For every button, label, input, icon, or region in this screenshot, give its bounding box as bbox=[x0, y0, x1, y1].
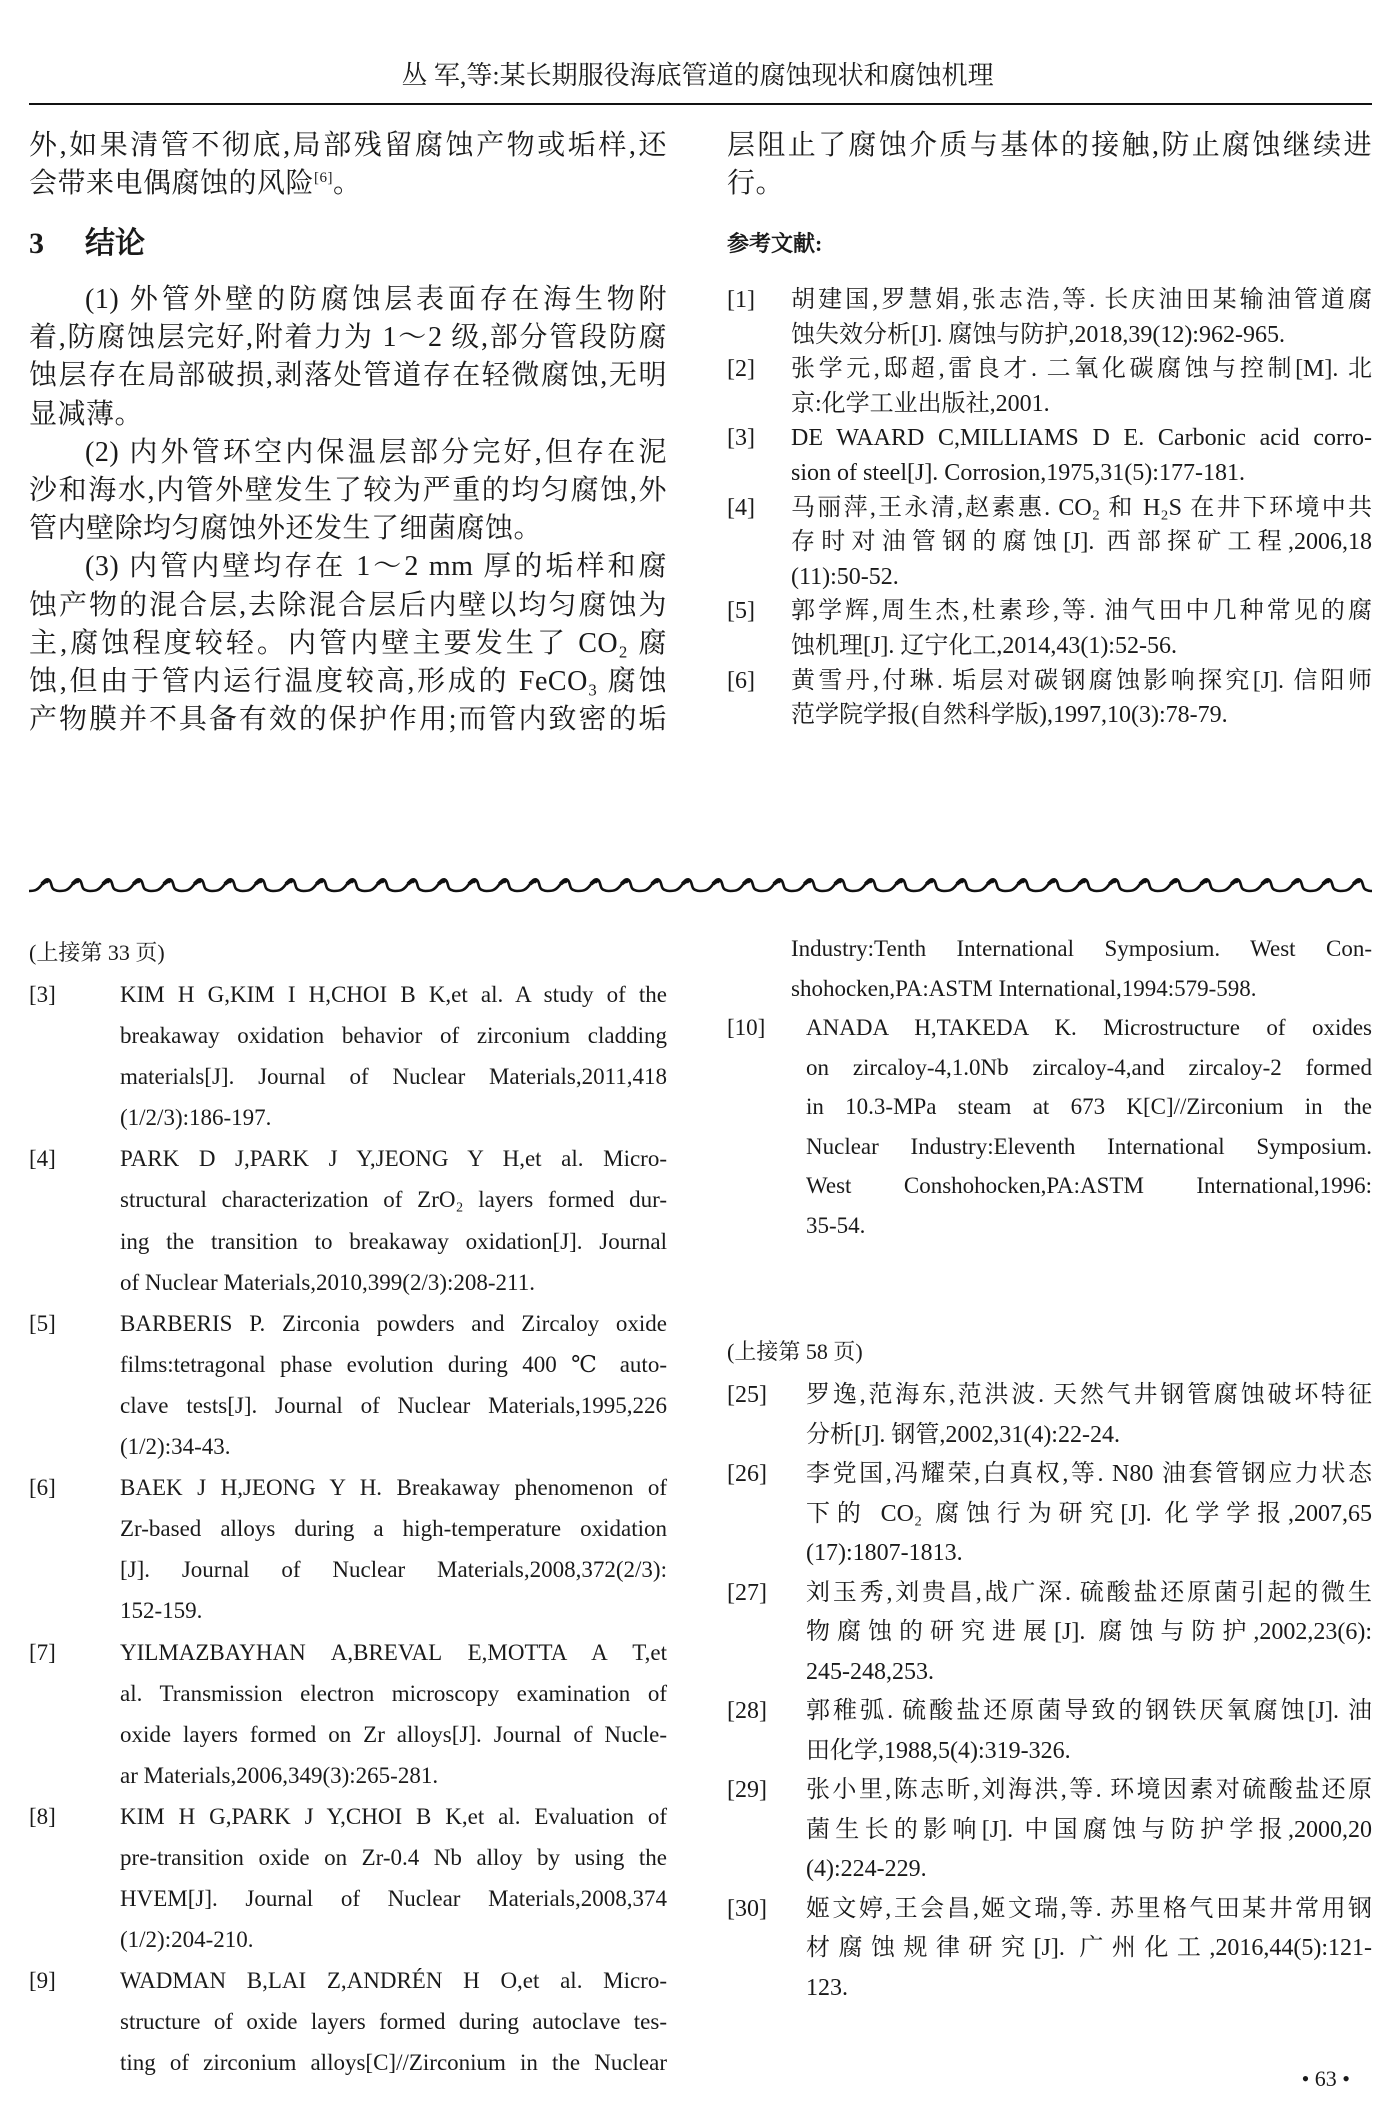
text-line: (3) 内管内壁均存在 1～2 mm 厚的垢样和腐 bbox=[85, 551, 667, 583]
section-heading bbox=[29, 225, 145, 263]
references-list bbox=[727, 1008, 1372, 1245]
text-line: 张小里,陈志昕,刘海洪,等. 环境因素对硫酸盐还原 bbox=[806, 1777, 1372, 1803]
reference-text bbox=[791, 491, 1372, 595]
reference-label: [3] bbox=[727, 425, 755, 452]
reference-text bbox=[791, 594, 1372, 663]
references-list bbox=[727, 1376, 1372, 2008]
text-line: oxide layers formed on Zr alloys[J]. Journal of Nucle- bbox=[120, 1721, 667, 1747]
text-line: [J]. Journal of Nuclear Materials,2008,372(2/3): bbox=[120, 1557, 667, 1583]
text-line: BARBERIS P. Zirconia powders and Zircaloy oxide bbox=[120, 1310, 667, 1336]
header-rule bbox=[29, 103, 1372, 105]
text-line: 京:化学工业出版社,2001. bbox=[791, 390, 1050, 417]
reference-text bbox=[120, 974, 667, 1138]
text-line: on zircaloy-4,1.0Nb zircaloy-4,and zircaloy-2 formed bbox=[806, 1054, 1372, 1080]
text-line: 范学院学报(自然科学版),1997,10(3):78-79. bbox=[791, 702, 1228, 729]
text-line: (2) 内外管环空内保温层部分完好,但存在泥 bbox=[85, 436, 667, 468]
reference-item bbox=[727, 1890, 1372, 2009]
reference-text bbox=[806, 1376, 1372, 1455]
reference-text bbox=[791, 283, 1372, 352]
reference-text bbox=[120, 1960, 667, 2083]
reference-label: [1] bbox=[727, 287, 755, 313]
references-list bbox=[29, 974, 667, 2084]
reference-text bbox=[120, 1303, 667, 1467]
text-line: 层阻止了腐蚀介质与基体的接触,防止腐蚀继续进 bbox=[727, 130, 1372, 161]
text-line: 张学元,邸超,雷良才. 二氧化碳腐蚀与控制[M]. 北 bbox=[791, 356, 1372, 383]
text-line: Nuclear Industry:Eleventh International Symposium. bbox=[806, 1133, 1372, 1159]
references-list bbox=[727, 283, 1372, 733]
reference-label: [3] bbox=[29, 982, 56, 1007]
section-number: 3 bbox=[29, 227, 44, 260]
reference-label: [6] bbox=[29, 1475, 56, 1501]
reference-label: [28] bbox=[727, 1698, 767, 1724]
text-line: al. Transmission electron microscopy examination of bbox=[120, 1680, 667, 1706]
text-line: ANADA H,TAKEDA K. Microstructure of oxides bbox=[806, 1015, 1372, 1040]
text-line: 产物膜并不具备有效的保护作用;而管内致密的垢 bbox=[29, 704, 667, 736]
reference-text bbox=[806, 1771, 1372, 1890]
reference-item bbox=[727, 594, 1372, 663]
reference-label: [7] bbox=[29, 1639, 56, 1665]
text-line: KIM H G,KIM I H,CHOI B K,et al. A study of the bbox=[120, 982, 667, 1007]
reference-item bbox=[29, 1796, 667, 1960]
reference-label: [29] bbox=[727, 1777, 767, 1803]
reference-text bbox=[120, 1632, 667, 1796]
text-line: 胡建国,罗慧娟,张志浩,等. 长庆油田某输油管道腐 bbox=[791, 287, 1372, 313]
text-line: PARK D J,PARK J Y,JEONG Y H,et al. Micro- bbox=[120, 1146, 667, 1172]
text-line: 管内壁除均匀腐蚀外还发生了细菌腐蚀。 bbox=[29, 513, 543, 545]
text-line: 蚀层存在局部破损,剥落处管道存在轻微腐蚀,无明 bbox=[29, 360, 667, 392]
reference-item bbox=[727, 421, 1372, 490]
reference-text bbox=[120, 1138, 667, 1302]
reference-label: [26] bbox=[727, 1461, 767, 1487]
text-line: in 10.3-MPa steam at 673 K[C]//Zirconium in the bbox=[806, 1094, 1372, 1119]
text-line: (4):224-229. bbox=[806, 1856, 927, 1882]
text-line: ing the transition to breakaway oxidation[J]. Journal bbox=[120, 1228, 667, 1254]
reference-text bbox=[791, 421, 1372, 490]
text-line: clave tests[J]. Journal of Nuclear Materials,1995,226 bbox=[120, 1392, 667, 1418]
text-line: 刘玉秀,刘贵昌,战广深. 硫酸盐还原菌引起的微生 bbox=[806, 1579, 1372, 1606]
text-line: 材腐蚀规律研究[J]. 广州化工,2016,44(5):121- bbox=[806, 1935, 1372, 1961]
text-line: 田化学,1988,5(4):319-326. bbox=[806, 1737, 1071, 1764]
text-line: 152-159. bbox=[120, 1598, 203, 1624]
text-line bbox=[29, 165, 667, 203]
text-line: 分析[J]. 钢管,2002,31(4):22-24. bbox=[806, 1421, 1120, 1448]
text-line: 显减薄。 bbox=[29, 398, 144, 430]
reference-text bbox=[806, 1574, 1372, 1693]
section-title: 结论 bbox=[85, 227, 145, 260]
text-line: 下的 CO₂ 腐蚀行为研究[J]. 化学学报,2007,65 bbox=[806, 1500, 1372, 1527]
reference-label: [5] bbox=[29, 1310, 56, 1336]
reference-item bbox=[29, 974, 667, 1138]
reference-text bbox=[806, 1692, 1372, 1771]
citation-link[interactable]: [6] bbox=[314, 170, 334, 187]
reference-label: [27] bbox=[727, 1579, 767, 1606]
reference-label: [30] bbox=[727, 1895, 767, 1922]
reference-item bbox=[727, 1455, 1372, 1574]
text-line: 郭稚弧. 硫酸盐还原菌导致的钢铁厌氧腐蚀[J]. 油 bbox=[806, 1698, 1372, 1724]
text-line: pre-transition oxide on Zr-0.4 Nb alloy by using the bbox=[120, 1844, 667, 1870]
text-line: HVEM[J]. Journal of Nuclear Materials,2008,374 bbox=[120, 1886, 667, 1912]
reference-text bbox=[791, 664, 1372, 733]
reference-label: [5] bbox=[727, 598, 755, 625]
reference-text bbox=[806, 1890, 1372, 2009]
text-line: 李党国,冯耀荣,白真权,等. N80 油套管钢应力状态 bbox=[806, 1461, 1372, 1487]
text-line: 郭学辉,周生杰,杜素珍,等. 油气田中几种常见的腐 bbox=[791, 598, 1372, 625]
text-line: West Conshohocken,PA:ASTM International,1996: bbox=[806, 1173, 1372, 1198]
reference-label: [6] bbox=[727, 667, 755, 694]
text-line: (1/2/3):186-197. bbox=[120, 1105, 272, 1131]
paragraph bbox=[29, 548, 667, 739]
reference-label: [8] bbox=[29, 1803, 56, 1829]
text-line: (1/2):34-43. bbox=[120, 1434, 231, 1460]
text-line: 245-248,253. bbox=[806, 1658, 934, 1685]
text-line: materials[J]. Journal of Nuclear Materials,2011,418 bbox=[120, 1064, 667, 1090]
paragraph bbox=[29, 434, 667, 549]
text-line: (11):50-52. bbox=[791, 563, 899, 590]
text-line: 姬文婷,王会昌,姬文瑞,等. 苏里格气田某井常用钢 bbox=[806, 1895, 1372, 1922]
reference-item bbox=[29, 1138, 667, 1302]
text-line: 存时对油管钢的腐蚀[J]. 西部探矿工程,2006,18 bbox=[791, 529, 1372, 556]
text-line: 黄雪丹,付琳. 垢层对碳钢腐蚀影响探究[J]. 信阳师 bbox=[791, 667, 1372, 694]
page-number: • 63 • bbox=[1301, 2066, 1350, 2091]
text-line: films:tetragonal phase evolution during 400 ℃ auto- bbox=[120, 1351, 667, 1377]
wavy-divider bbox=[29, 874, 1372, 894]
text-line: 蚀产物的混合层,去除混合层后内壁以均匀腐蚀为 bbox=[29, 589, 667, 621]
text-line: 菌生长的影响[J]. 中国腐蚀与防护学报,2000,20 bbox=[806, 1816, 1372, 1843]
text-line: sion of steel[J]. Corrosion,1975,31(5):177-181. bbox=[791, 459, 1245, 486]
reference-item bbox=[727, 352, 1372, 421]
right-continuation bbox=[727, 127, 1372, 203]
reference-text bbox=[806, 1455, 1372, 1574]
text-line: 罗逸,范海东,范洪波. 天然气井钢管腐蚀破坏特征 bbox=[806, 1382, 1372, 1408]
text-line: WADMAN B,LAI Z,ANDRÉN H O,et al. Micro- bbox=[120, 1968, 667, 1994]
running-header: 丛 军,等:某长期服役海底管道的腐蚀现状和腐蚀机理 bbox=[401, 61, 994, 90]
text-line: 沙和海水,内管外壁发生了较为严重的均匀腐蚀,外 bbox=[29, 475, 667, 507]
reference-label: [4] bbox=[29, 1146, 56, 1172]
reference-item bbox=[727, 491, 1372, 595]
text-line: DE WAARD C,MILLIAMS D E. Carbonic acid corro- bbox=[791, 425, 1372, 452]
text-line: breakaway oxidation behavior of zirconium cladding bbox=[120, 1023, 667, 1049]
reference-item bbox=[727, 283, 1372, 352]
text-line: 123. bbox=[806, 1974, 848, 2001]
reference-label: [10] bbox=[727, 1015, 766, 1040]
reference-continuation bbox=[791, 929, 1372, 1008]
text-line: 蚀,但由于管内运行温度较高,形成的 FeCO₃ 腐蚀 bbox=[29, 666, 667, 698]
text-line: 35-54. bbox=[806, 1212, 866, 1238]
text-line: 马丽萍,王永清,赵素惠. CO₂ 和 H₂S 在井下环境中共 bbox=[791, 494, 1372, 521]
reference-item bbox=[727, 1008, 1372, 1245]
reference-label: [2] bbox=[727, 356, 755, 383]
references-title: 参考文献: bbox=[727, 231, 823, 256]
text-line: 行。 bbox=[727, 168, 785, 200]
text-line: 蚀失效分析[J]. 腐蚀与防护,2018,39(12):962-965. bbox=[791, 321, 1285, 348]
text-line: ting of zirconium alloys[C]//Zirconium in the Nuclear bbox=[120, 2050, 667, 2076]
text-line: 着,防腐蚀层完好,附着力为 1～2 级,部分管段防腐 bbox=[29, 322, 667, 354]
reference-text bbox=[120, 1467, 667, 1631]
text-line: KIM H G,PARK J Y,CHOI B K,et al. Evaluation of bbox=[120, 1803, 667, 1829]
reference-item bbox=[29, 1632, 667, 1796]
left-continuation bbox=[29, 127, 667, 203]
reference-text bbox=[120, 1796, 667, 1960]
reference-item bbox=[727, 664, 1372, 733]
reference-label: [9] bbox=[29, 1968, 56, 1994]
paragraph bbox=[29, 281, 667, 434]
reference-item bbox=[29, 1303, 667, 1467]
text-line: YILMAZBAYHAN A,BREVAL E,MOTTA A T,et bbox=[120, 1639, 667, 1665]
reference-item bbox=[29, 1960, 667, 2083]
text-line: 物腐蚀的研究进展[J]. 腐蚀与防护,2002,23(6): bbox=[806, 1619, 1372, 1645]
text-line: (17):1807-1813. bbox=[806, 1540, 963, 1566]
continued-from-note: (上接第 33 页) bbox=[29, 940, 165, 965]
text-line: (1) 外管外壁的防腐蚀层表面存在海生物附 bbox=[85, 284, 667, 315]
text-line: 主,腐蚀程度较轻。内管内壁主要发生了 CO₂ 腐 bbox=[29, 627, 667, 659]
text-line: Zr-based alloys during a high-temperature oxidation bbox=[120, 1516, 667, 1542]
reference-label: [25] bbox=[727, 1382, 767, 1408]
reference-item bbox=[727, 1771, 1372, 1890]
text-line: of Nuclear Materials,2010,399(2/3):208-211. bbox=[120, 1269, 535, 1295]
text-line: 蚀机理[J]. 辽宁化工,2014,43(1):52-56. bbox=[791, 632, 1177, 659]
text-line: structural characterization of ZrO₂ layers formed dur- bbox=[120, 1187, 667, 1213]
reference-item bbox=[29, 1467, 667, 1631]
reference-item bbox=[727, 1692, 1372, 1771]
continued-from-note: (上接第 58 页) bbox=[727, 1339, 863, 1364]
text-span: 会带来电偶腐蚀的风险 bbox=[29, 168, 315, 200]
text-line: structure of oxide layers formed during autoclave tes- bbox=[120, 2009, 667, 2035]
reference-item bbox=[727, 1574, 1372, 1693]
text-line: shohocken,PA:ASTM International,1994:579-598. bbox=[791, 975, 1257, 1001]
text-line: Industry:Tenth International Symposium. West Con- bbox=[791, 936, 1372, 961]
reference-text bbox=[806, 1008, 1372, 1245]
reference-text bbox=[791, 352, 1372, 421]
text-line: BAEK J H,JEONG Y H. Breakaway phenomenon of bbox=[120, 1475, 667, 1501]
text-span: 。 bbox=[333, 168, 362, 200]
text-line: 外,如果清管不彻底,局部残留腐蚀产物或垢样,还 bbox=[29, 130, 667, 161]
reference-item bbox=[727, 1376, 1372, 1455]
reference-label: [4] bbox=[727, 494, 755, 521]
text-line: ar Materials,2006,349(3):265-281. bbox=[120, 1762, 439, 1788]
text-line: (1/2):204-210. bbox=[120, 1927, 254, 1953]
conclusions-body bbox=[29, 281, 667, 739]
